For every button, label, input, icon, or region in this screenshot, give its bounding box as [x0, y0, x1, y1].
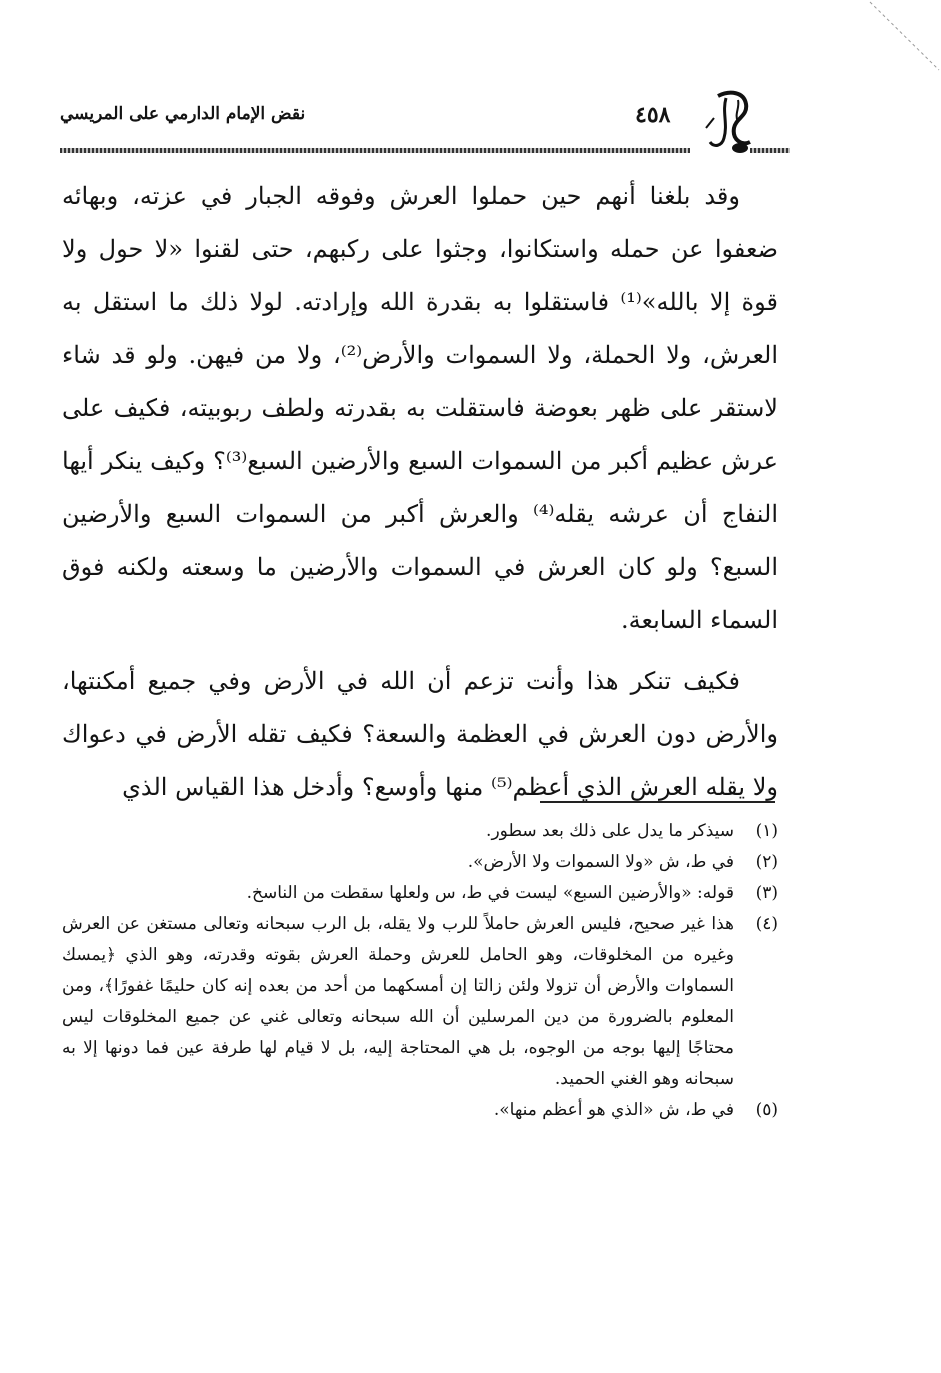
footnote-separator	[540, 801, 775, 803]
footnote-marker: (٥)	[755, 1100, 778, 1120]
footnote-text: قوله: «والأرضين السبع» ليست في ط، س ولعلها سقطت من الناسخ.	[246, 883, 734, 903]
footnotes	[62, 816, 778, 1126]
main-text	[62, 170, 778, 814]
footnote-marker: (١)	[755, 821, 778, 841]
footnote-marker: (٤)	[755, 914, 778, 934]
scroll-ornament-icon	[700, 88, 760, 156]
header-rule-end	[750, 148, 790, 153]
header-rule	[60, 148, 690, 153]
running-title: نقض الإمام الدارمي على المريسي	[60, 104, 306, 124]
footnote-3	[62, 878, 778, 909]
footnote-text: في ط، ش «ولا السموات ولا الأرض».	[467, 852, 734, 872]
footnote-text: في ط، ش «الذي هو أعظم منها».	[493, 1100, 734, 1120]
scan-edge-line	[850, 0, 941, 120]
footnote-text: سيذكر ما يدل على ذلك بعد سطور.	[486, 821, 734, 841]
footnote-2	[62, 847, 778, 878]
paragraph-2: فكيف تنكر هذا وأنت تزعم أن الله في الأرض وفي جميع أمكنتها، والأرض دون العرش في العظمة والسعة؟ فكيف تقله الأرض في دعواك ولا يقله العرش الذي أعظم⁽⁵⁾ منها وأوسع؟ وأدخل هذا القياس الذي	[62, 667, 778, 801]
footnote-marker: (٣)	[755, 883, 778, 903]
footnote-text: هذا غير صحيح، فليس العرش حاملاً للرب ولا يقله، بل الرب سبحانه وتعالى مستغن عن العرش وغيره من المخلوقات، وهو الحامل للعرش وحملة العرش بقوته وقدرته، وهو الذي ﴿يمسك السماوات والأرض أن تزولا ولئن زالتا إن أمسكهما من أحد من بعده إنه كان حليمًا غفورًا﴾، ومن المعلوم بالضرورة من دين المرسلين أن الله سبحانه وتعالى غني عن جميع المخلوقات ليس محتاجًا إليها بوجه من الوجوه، بل هي المحتاجة إليه، بل لا قيام لها طرفة عين فما دونها إلا به سبحانه وهو الغني الحميد.	[62, 914, 734, 1089]
footnote-4	[62, 909, 778, 1095]
footnote-marker: (٢)	[755, 852, 778, 872]
footnote-5	[62, 1095, 778, 1126]
footnote-1	[62, 816, 778, 847]
paragraph-1: وقد بلغنا أنهم حين حملوا العرش وفوقه الجبار في عزته، وبهائه ضعفوا عن حمله واستكانوا، وجثوا على ركبهم، حتى لقنوا «لا حول ولا قوة إلا بالله»⁽¹⁾ فاستقلوا به بقدرة الله وإرادته. لولا ذلك ما استقل به العرش، ولا الحملة، ولا السموات والأرض⁽²⁾، ولا من فيهن. ولو قد شاء لاستقر على ظهر بعوضة فاستقلت به بقدرته ولطف ربوبيته، فكيف على عرش عظيم أكبر من السموات السبع والأرضين السبع⁽³⁾؟ وكيف ينكر أيها النفاج أن عرشه يقله⁽⁴⁾ والعرش أكبر من السموات السبع والأرضين السبع؟ ولو كان العرش في السموات والأرضين ما وسعته ولكنه فوق السماء السابعة.	[62, 182, 779, 634]
page-header	[60, 88, 760, 158]
page-number: ٤٥٨	[635, 102, 671, 128]
